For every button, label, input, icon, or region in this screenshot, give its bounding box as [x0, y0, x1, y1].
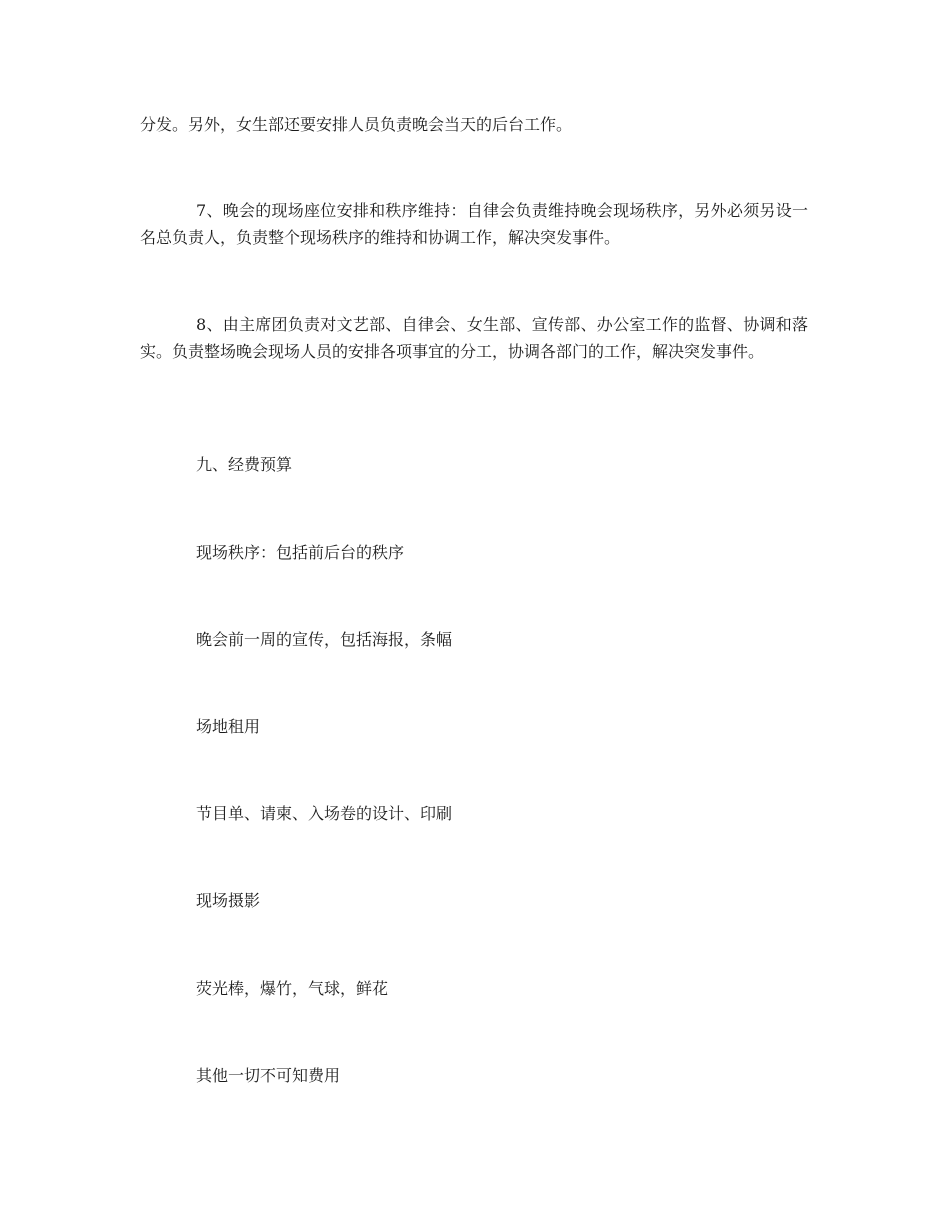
paragraph-continuation: 分发。另外，女生部还要安排人员负责晚会当天的后台工作。: [140, 115, 573, 134]
budget-item-venue: 场地租用: [196, 717, 261, 736]
budget-item-other: 其他一切不可知费用: [196, 1066, 341, 1085]
paragraph-item-8: 8、由主席团负责对文艺部、自律会、女生部、宣传部、办公室工作的监督、协调和落实。负责整场晚会现场人员的安排各项事宜的分工，协调各部门的工作，解决突发事件。: [140, 315, 808, 361]
section-heading-budget: 九、经费预算: [196, 455, 293, 474]
budget-item-photography: 现场摄影: [196, 891, 261, 910]
budget-item-order: 现场秩序：包括前后台的秩序: [196, 543, 405, 562]
budget-item-publicity: 晚会前一周的宣传，包括海报，条幅: [196, 630, 453, 649]
budget-item-printing: 节目单、请柬、入场卷的设计、印刷: [196, 804, 453, 823]
paragraph-item-7: 7、晚会的现场座位安排和秩序维持：自律会负责维持晚会现场秩序，另外必须另设一名总负责人，负责整个现场秩序的维持和协调工作，解决突发事件。: [140, 201, 808, 247]
budget-item-props: 荧光棒，爆竹，气球，鲜花: [196, 979, 389, 998]
